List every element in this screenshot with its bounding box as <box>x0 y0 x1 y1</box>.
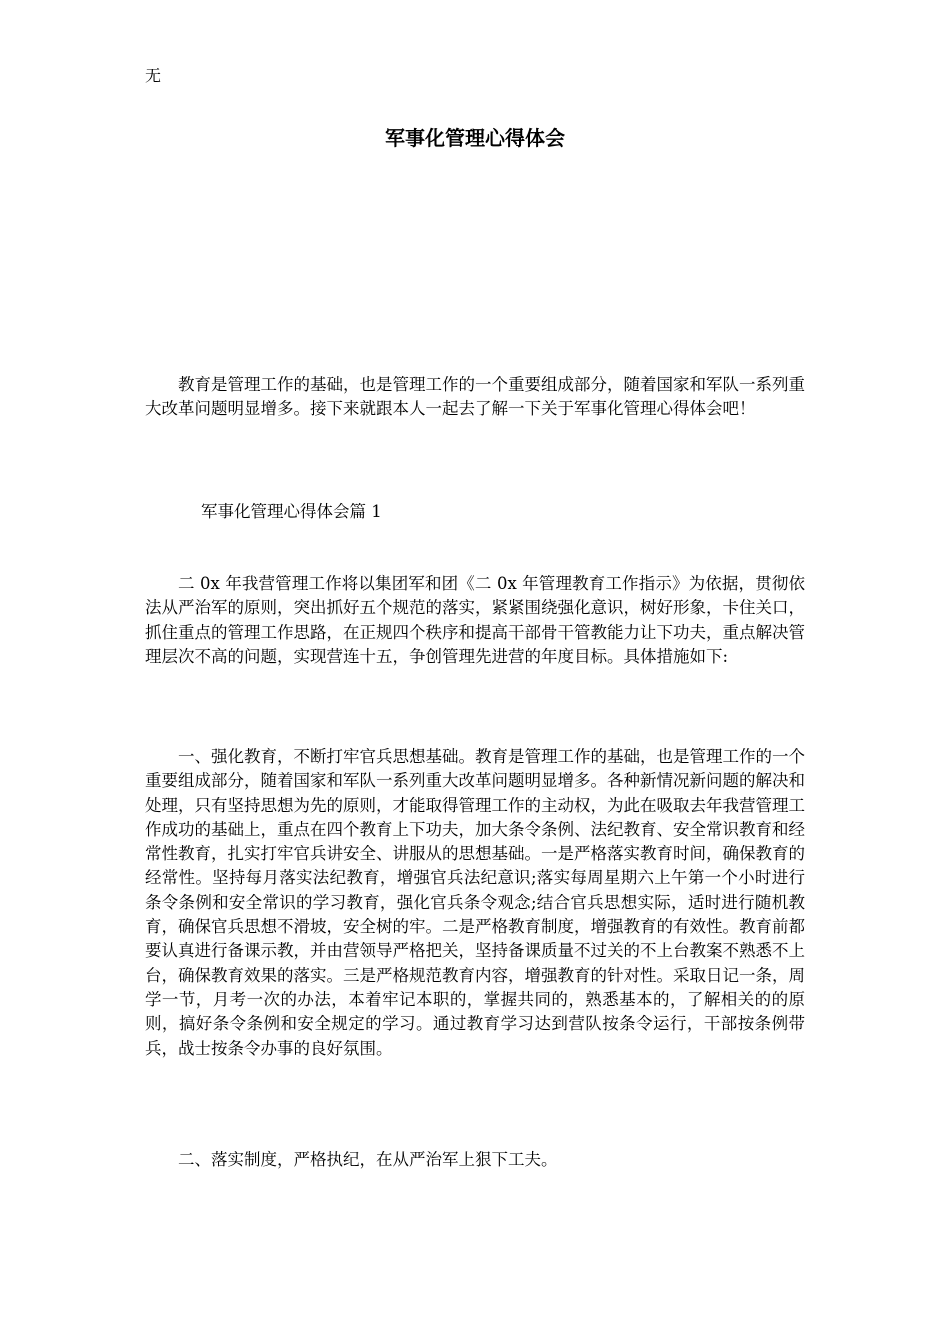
body-paragraph: 一、强化教育，不断打牢官兵思想基础。教育是管理工作的基础，也是管理工作的一个重要组成部分，随着国家和军队一系列重大改革问题明显增多。各种新情况新问题的解决和处理，只有坚持思想为先的原则，才能取得管理工作的主动权，为此在吸取去年我营管理工作成功的基础上，重点在四个教育上下功夫，加大条令条例、法纪教育、安全常识教育和经常性教育，扎实打牢官兵讲安全、讲服从的思想基础。一是严格落实教育时间，确保教育的经常性。坚持每月落实法纪教育，增强官兵法纪意识;落实每周星期六上午第一个小时进行条令条例和安全常识的学习教育，强化官兵条令观念;结合官兵思想实际，适时进行随机教育，确保官兵思想不滑坡，安全树的牢。二是严格教育制度，增强教育的有效性。教育前都要认真进行备课示教，并由营领导严格把关，坚持备课质量不过关的不上台教案不熟悉不上台，确保教育效果的落实。三是严格规范教育内容，增强教育的针对性。采取日记一条，周学一节，月考一次的办法，本着牢记本职的，掌握共同的，熟悉基本的，了解相关的的原则，搞好条令条例和安全规定的学习。通过教育学习达到营队按条令运行，干部按条例带兵，战士按条令办事的良好氛围。 <box>145 747 805 1058</box>
document-title: 军事化管理心得体会 <box>385 126 565 150</box>
header-mark: 无 <box>145 66 162 85</box>
intro-paragraph: 教育是管理工作的基础，也是管理工作的一个重要组成部分，随着国家和军队一系列重大改革问题明显增多。接下来就跟本人一起去了解一下关于军事化管理心得体会吧！ <box>145 375 805 419</box>
body-paragraph: 二、落实制度，严格执纪，在从严治军上狠下工夫。 <box>178 1150 558 1169</box>
body-paragraph: 二 0x 年我营管理工作将以集团军和团《二 0x 年管理教育工作指示》为依据，贯彻依法从严治军的原则，突出抓好五个规范的落实，紧紧围绕强化意识，树好形象，卡住关口，抓住重点的管理工作思路，在正规四个秩序和提高干部骨干管教能力让下功夫，重点解决管理层次不高的问题，实现营连十五，争创管理先进营的年度目标。具体措施如下: <box>145 574 805 666</box>
section-heading: 军事化管理心得体会篇 1 <box>201 502 382 521</box>
